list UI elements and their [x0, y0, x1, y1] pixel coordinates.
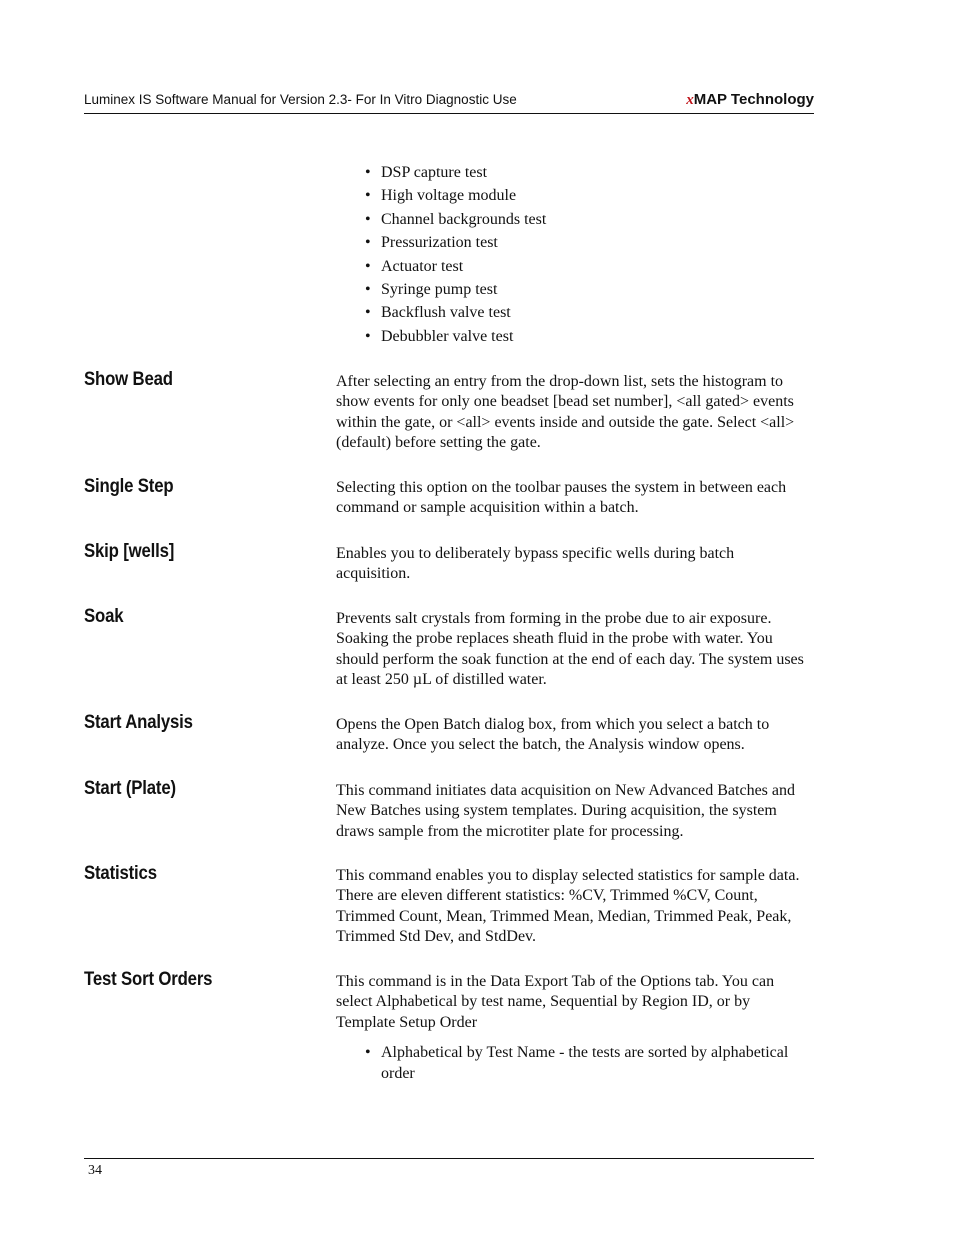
- list-item: • Channel backgrounds test: [365, 208, 546, 231]
- term-single-step: Single Step: [84, 475, 174, 497]
- brand-x: x: [686, 92, 694, 108]
- footer-rule: [84, 1158, 814, 1159]
- list-item: • DSP capture test: [365, 161, 546, 184]
- definition-single-step: Selecting this option on the toolbar pauses the system in between each command or sample acquisition within a batch.: [336, 479, 787, 517]
- term-test-sort-orders: Test Sort Orders: [84, 968, 213, 990]
- list-item: • Actuator test: [365, 255, 546, 278]
- list-item: • Pressurization test: [365, 231, 546, 254]
- definition-start-plate: This command initiates data acquisition on New Advanced Batches and New Batches using system templates. During acquisition, the system draws sample from the microtiter plate for processing.: [336, 782, 795, 840]
- definition-skip-wells: Enables you to deliberately bypass specific wells during batch acquisition.: [336, 545, 735, 583]
- term-start-plate: Start (Plate): [84, 777, 176, 799]
- list-item: • Backflush valve test: [365, 301, 546, 324]
- term-start-analysis: Start Analysis: [84, 711, 193, 733]
- term-soak: Soak: [84, 605, 124, 627]
- term-statistics: Statistics: [84, 862, 157, 884]
- header-rule: [84, 113, 814, 114]
- term-show-bead: Show Bead: [84, 368, 173, 390]
- running-header-title: Luminex IS Software Manual for Version 2.3- For In Vitro Diagnostic Use: [84, 92, 517, 107]
- definition-test-sort-orders: This command is in the Data Export Tab of the Options tab. You can select Alphabetical by test name, Sequential by Region ID, or by Template Setup Order: [336, 973, 775, 1031]
- definition-start-analysis: Opens the Open Batch dialog box, from which you select a batch to analyze. Once you select the batch, the Analysis window opens.: [336, 716, 770, 754]
- term-skip-wells: Skip [wells]: [84, 540, 175, 562]
- list-item: • Debubbler valve test: [365, 325, 546, 348]
- list-item: • Syringe pump test: [365, 278, 546, 301]
- list-item: • High voltage module: [365, 184, 546, 207]
- page-number: 34: [88, 1163, 102, 1178]
- definition-show-bead: After selecting an entry from the drop-down list, sets the histogram to show events for only one beadset [bead set number], <all gated> events within the gate, or <all> events inside and outside the gate. Select <all> (default) before setting the gate.: [336, 373, 795, 451]
- brand-text: MAP Technology: [693, 91, 814, 108]
- test-list: [365, 161, 546, 348]
- brand-logo: [686, 91, 814, 109]
- definition-soak: Prevents salt crystals from forming in the probe due to air exposure. Soaking the probe replaces sheath fluid in the probe with water. You should perform the soak function at the end of each day. The system uses at least 250 µL of distilled water.: [336, 610, 804, 688]
- definition-statistics: This command enables you to display selected statistics for sample data. There are eleven different statistics: %CV, Trimmed %CV, Count, Trimmed Count, Mean, Trimmed Mean, Median, Trimmed Peak, Peak, Trimmed Std Dev, and StdDev.: [336, 867, 800, 945]
- list-item: • Alphabetical by Test Name - the tests are sorted by alphabetical order: [365, 1042, 801, 1084]
